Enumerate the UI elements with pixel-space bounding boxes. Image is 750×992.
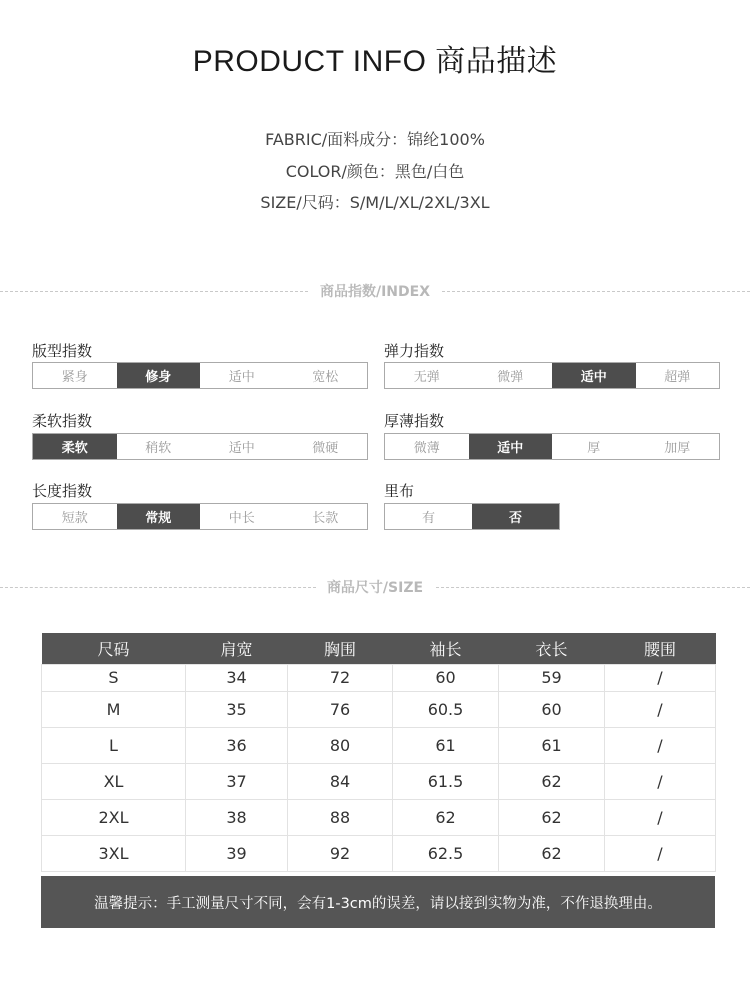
table-cell: 92 bbox=[288, 835, 393, 871]
index-label: 版型指数 bbox=[32, 342, 93, 360]
index-option: 稍软 bbox=[145, 441, 172, 456]
table-cell: 60 bbox=[393, 664, 499, 691]
index-option: 中长 bbox=[228, 511, 255, 526]
index-label: 厚薄指数 bbox=[384, 412, 445, 430]
index-option: 加厚 bbox=[664, 441, 691, 456]
table-row bbox=[42, 799, 716, 835]
page-title: PRODUCT INFO 商品描述 bbox=[192, 45, 558, 78]
index-scale bbox=[32, 433, 368, 460]
table-cell: 62 bbox=[499, 799, 605, 835]
table-cell: / bbox=[605, 835, 716, 871]
table-cell: 38 bbox=[186, 799, 288, 835]
table-row bbox=[42, 727, 716, 763]
size-column-header: 袖长 bbox=[393, 633, 499, 664]
table-cell: 76 bbox=[288, 691, 393, 727]
fabric-info: FABRIC/面料成分：锦纶100% bbox=[265, 130, 485, 149]
index-label: 弹力指数 bbox=[384, 342, 445, 360]
table-cell: 62 bbox=[393, 799, 499, 835]
size-column-header: 尺码 bbox=[42, 633, 186, 664]
table-cell: 34 bbox=[186, 664, 288, 691]
index-section-divider bbox=[0, 282, 750, 302]
index-option: 常规 bbox=[117, 504, 201, 529]
index-scale bbox=[384, 362, 720, 389]
index-option: 适中 bbox=[228, 441, 255, 456]
index-option: 超弹 bbox=[664, 370, 691, 385]
table-cell: 37 bbox=[186, 763, 288, 799]
index-option: 无弹 bbox=[413, 370, 440, 385]
table-cell: XL bbox=[42, 763, 186, 799]
table-cell: 36 bbox=[186, 727, 288, 763]
table-cell: 39 bbox=[186, 835, 288, 871]
measurement-note: 温馨提示：手工测量尺寸不同，会有1-3cm的误差，请以接到实物为准，不作退换理由。 bbox=[41, 876, 715, 928]
index-option: 适中 bbox=[552, 363, 636, 388]
table-row bbox=[42, 691, 716, 727]
index-label: 柔软指数 bbox=[32, 412, 93, 430]
table-cell: 59 bbox=[499, 664, 605, 691]
table-cell: 62 bbox=[499, 835, 605, 871]
table-cell: 62.5 bbox=[393, 835, 499, 871]
table-cell: 60 bbox=[499, 691, 605, 727]
table-cell: 3XL bbox=[42, 835, 186, 871]
index-option: 紧身 bbox=[61, 370, 88, 385]
table-row bbox=[42, 664, 716, 691]
size-section-title: 商品尺寸/SIZE bbox=[326, 580, 424, 596]
table-cell: 35 bbox=[186, 691, 288, 727]
table-cell: L bbox=[42, 727, 186, 763]
divider-line-right bbox=[442, 291, 750, 292]
index-option: 否 bbox=[472, 504, 559, 529]
size-column-header: 胸围 bbox=[288, 633, 393, 664]
index-option: 修身 bbox=[117, 363, 201, 388]
index-option: 长款 bbox=[312, 511, 339, 526]
table-cell: S bbox=[42, 664, 186, 691]
index-option: 有 bbox=[421, 511, 435, 526]
table-cell: 88 bbox=[288, 799, 393, 835]
index-option: 柔软 bbox=[33, 434, 117, 459]
table-cell: / bbox=[605, 799, 716, 835]
table-cell: 62 bbox=[499, 763, 605, 799]
table-cell: 60.5 bbox=[393, 691, 499, 727]
table-cell: 61 bbox=[393, 727, 499, 763]
color-info: COLOR/颜色：黑色/白色 bbox=[285, 162, 465, 181]
size-table bbox=[41, 633, 716, 872]
size-column-header: 衣长 bbox=[499, 633, 605, 664]
size-section-divider bbox=[0, 578, 750, 598]
table-cell: 72 bbox=[288, 664, 393, 691]
divider-line-right bbox=[436, 587, 750, 588]
table-cell: 2XL bbox=[42, 799, 186, 835]
index-option: 微弹 bbox=[497, 370, 524, 385]
index-option: 宽松 bbox=[312, 370, 339, 385]
size-table-body bbox=[42, 664, 716, 871]
index-option: 适中 bbox=[228, 370, 255, 385]
index-scale bbox=[384, 503, 560, 530]
table-row bbox=[42, 763, 716, 799]
table-cell: / bbox=[605, 691, 716, 727]
index-option: 适中 bbox=[469, 434, 553, 459]
table-cell: / bbox=[605, 727, 716, 763]
index-option: 微硬 bbox=[312, 441, 339, 456]
index-option: 厚 bbox=[587, 441, 601, 456]
table-cell: 84 bbox=[288, 763, 393, 799]
size-column-header: 肩宽 bbox=[186, 633, 288, 664]
index-option: 微薄 bbox=[413, 441, 440, 456]
index-section-title: 商品指数/INDEX bbox=[319, 284, 431, 300]
table-row bbox=[42, 835, 716, 871]
size-column-header: 腰围 bbox=[605, 633, 716, 664]
index-label: 长度指数 bbox=[32, 482, 93, 500]
index-scale bbox=[384, 433, 720, 460]
table-cell: M bbox=[42, 691, 186, 727]
table-cell: 61.5 bbox=[393, 763, 499, 799]
size-table-header bbox=[42, 633, 716, 664]
index-scale bbox=[32, 362, 368, 389]
index-scale bbox=[32, 503, 368, 530]
table-cell: 61 bbox=[499, 727, 605, 763]
index-label: 里布 bbox=[384, 482, 415, 500]
size-info: SIZE/尺码：S/M/L/XL/2XL/3XL bbox=[260, 193, 490, 212]
table-cell: / bbox=[605, 763, 716, 799]
table-cell: 80 bbox=[288, 727, 393, 763]
table-cell: / bbox=[605, 664, 716, 691]
index-option: 短款 bbox=[61, 511, 88, 526]
